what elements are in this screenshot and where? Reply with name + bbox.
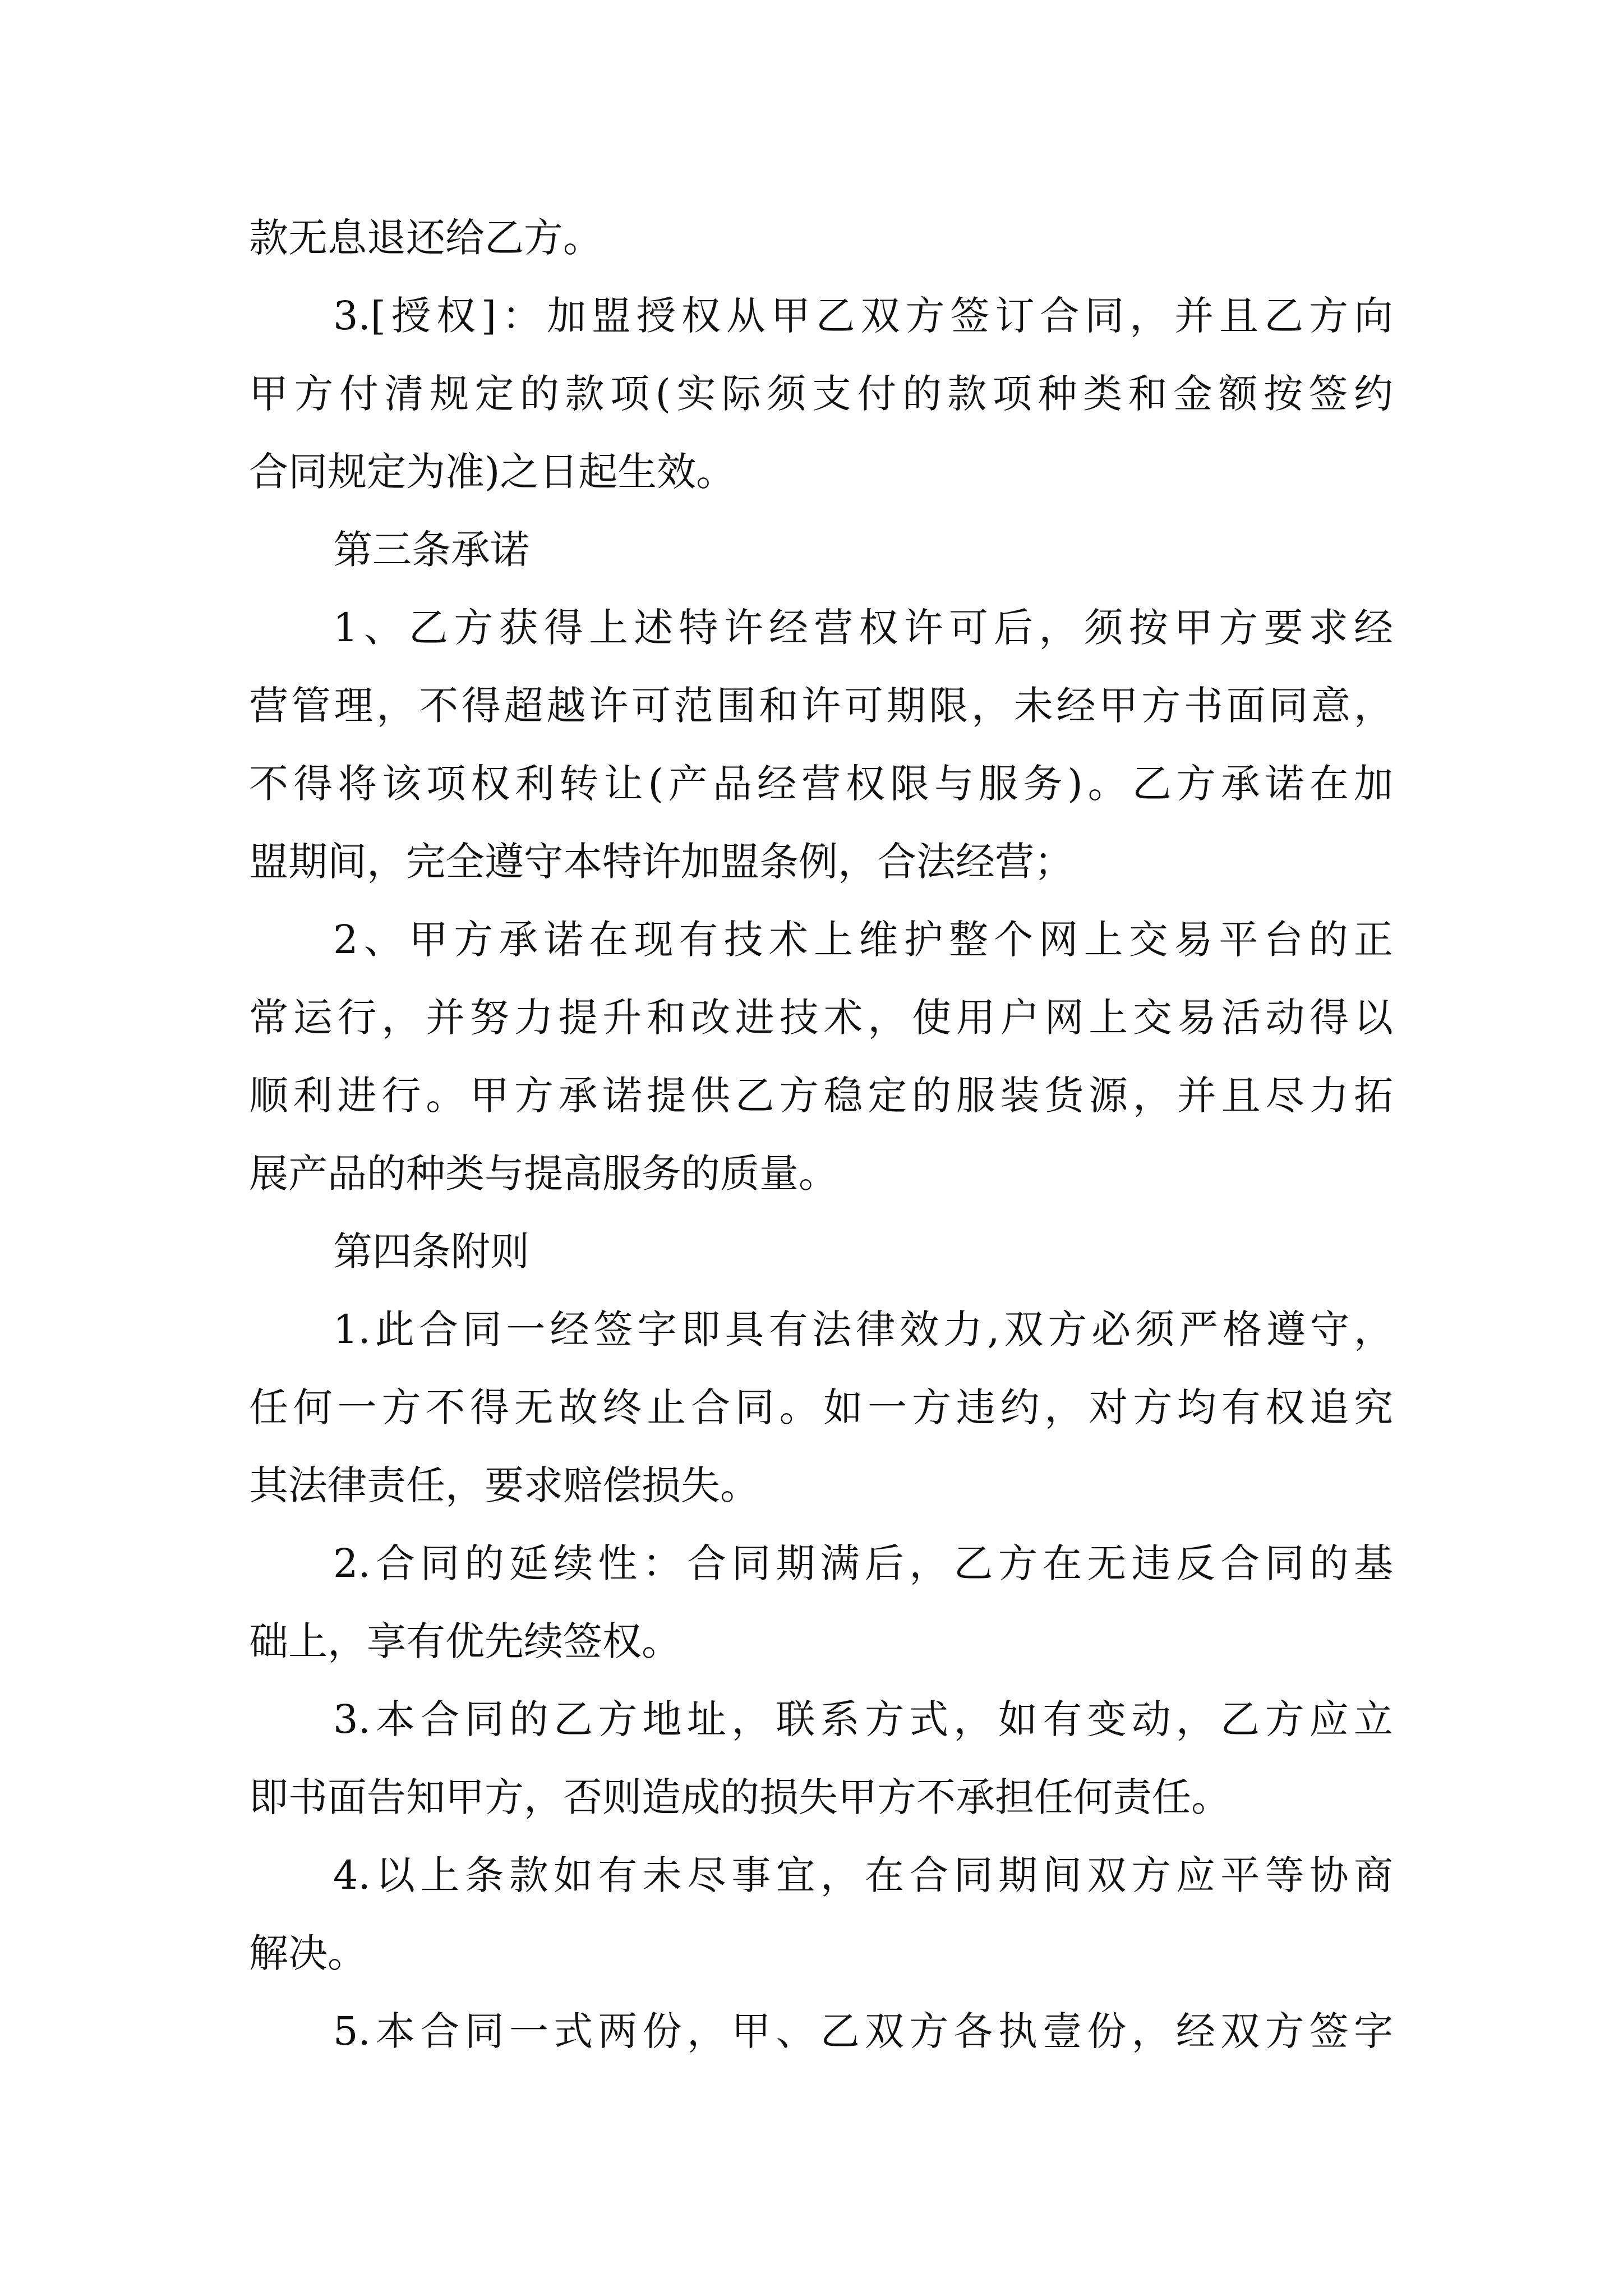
text-line: 5.本合同一式两份，甲、乙双方各执壹份，经双方签字 bbox=[333, 2008, 1393, 2054]
text-line: 2、甲方承诺在现有技术上维护整个网上交易平台的正 bbox=[333, 917, 1393, 963]
text-line: 3.[授权]：加盟授权从甲乙双方签订合同，并且乙方向 bbox=[333, 293, 1393, 339]
section-heading: 第四条附则 bbox=[333, 1228, 529, 1274]
text-line: 3.本合同的乙方地址，联系方式，如有变动，乙方应立 bbox=[333, 1696, 1393, 1742]
text-line: 础上，享有优先续签权。 bbox=[249, 1618, 681, 1664]
text-line: 2.合同的延续性：合同期满后，乙方在无违反合同的基 bbox=[333, 1540, 1393, 1586]
text-line: 4.以上条款如有未尽事宜，在合同期间双方应平等协商 bbox=[333, 1852, 1393, 1898]
text-line: 1、乙方获得上述特许经营权许可后，须按甲方要求经 bbox=[333, 605, 1393, 651]
text-line: 其法律责任，要求赔偿损失。 bbox=[249, 1462, 759, 1508]
section-heading: 第三条承诺 bbox=[333, 527, 529, 573]
text-line: 1.此合同一经签字即具有法律效力,双方必须严格遵守， bbox=[333, 1306, 1393, 1352]
document-body bbox=[249, 199, 1393, 2070]
text-line: 盟期间，完全遵守本特许加盟条例，合法经营； bbox=[249, 839, 1073, 885]
text-line: 即书面告知甲方，否则造成的损失甲方不承担任何责任。 bbox=[249, 1774, 1230, 1820]
text-line: 常运行，并努力提升和改进技术，使用户网上交易活动得以 bbox=[249, 995, 1393, 1041]
text-line: 甲方付清规定的款项(实际须支付的款项种类和金额按签约 bbox=[249, 371, 1393, 417]
text-line: 任何一方不得无故终止合同。如一方违约，对方均有权追究 bbox=[249, 1384, 1393, 1430]
text-line: 合同规定为准)之日起生效。 bbox=[249, 449, 736, 495]
text-line: 款无息退还给乙方。 bbox=[249, 215, 602, 261]
text-line: 展产品的种类与提高服务的质量。 bbox=[249, 1151, 838, 1197]
text-line: 解决。 bbox=[249, 1930, 367, 1976]
text-line: 不得将该项权利转让(产品经营权限与服务)。乙方承诺在加 bbox=[249, 761, 1393, 807]
text-line: 营管理，不得超越许可范围和许可期限，未经甲方书面同意， bbox=[249, 683, 1393, 729]
text-line: 顺利进行。甲方承诺提供乙方稳定的服装货源，并且尽力拓 bbox=[249, 1073, 1393, 1119]
